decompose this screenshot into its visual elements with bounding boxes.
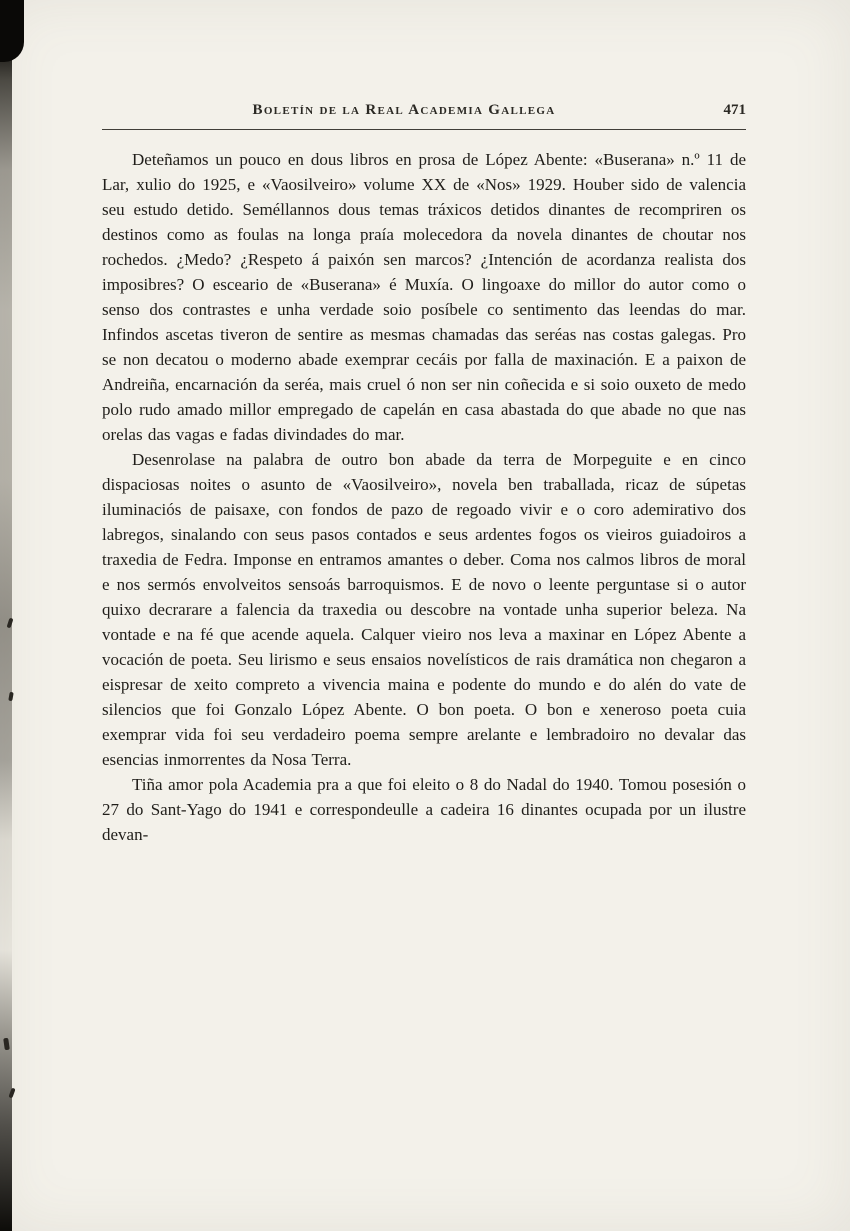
page-number: 471 (723, 102, 746, 118)
article-body (102, 147, 746, 847)
scan-artifact (0, 0, 24, 62)
paragraph-3: Tiña amor pola Academia pra a que foi eleito o 8 do Nadal do 1940. Tomou posesión o 27 do Sant-Yago do 1941 e correspondeulle a cadeira 16 dinantes ocupada por un ilustre devan- (102, 775, 746, 844)
running-header (102, 102, 746, 124)
text-block (102, 102, 746, 847)
paragraph-2: Desenrolase na palabra de outro bon abade da terra de Morpeguite e en cinco dispaciosas noites o asunto de «Vaosilveiro», novela ben traballada, ricaz de súpetas iluminaciós de paisaxe, con fondos de pazo de regoado vivir e o coro ademirativo dos labregos, sinalando con seus pasos contados e seus ardentes fogos os vieiros guiadoiros a traxedia de Fedra. Imponse en entramos amantes o deber. Coma nos calmos libros de moral e nos sermós envolveitos sensoás barroquismos. E de novo o leente perguntase si o autor quixo decrarare a falencia da traxedia ou descobre na vontade unha superior beleza. Na vontade e na fé que acende aquela. Calquer vieiro nos leva a maxinar en López Abente a vocación de poeta. Seu lirismo e seus ensaios novelísticos de rais dramática non chegaron a eispresar de xeito compreto a vivencia maina e podente do mundo e do alén do vate de silencios que foi Gonzalo López Abente. O bon poeta. O bon e xeneroso poeta cuia exemprar vida foi seu verdadeiro poema sempre arelante e lembradoiro no devalar das esencias inmorrentes da Nosa Terra. (102, 450, 746, 769)
header-rule (102, 129, 746, 130)
scan-artifact (8, 692, 14, 702)
paragraph-1: Deteñamos un pouco en dous libros en prosa de López Abente: «Buserana» n.º 11 de Lar, xulio do 1925, e «Vaosilveiro» volume XX de «Nos» 1929. Houber sido de valencia seu estudo detido. Seméllannos dous temas tráxicos detidos dinantes de recompriren os destinos como as foulas na longa praía molecedora da novela dinantes de choutar nos rochedos. ¿Medo? ¿Respeto á paixón sen marcos? ¿Intención de acordanza realista dos imposibres? O esceario de «Buserana» é Muxía. O lingoaxe do millor do autor como o senso dos contrastes e unha verdade soio posíbele co sentimento das leendas do mar. Infindos ascetas tiveron de sentire as mesmas chamadas das seréas nas costas galegas. Pro se non decatou o moderno abade exemprar cecáis por falla de maxinación. E a paixon de Andreiña, encarnación da seréa, mais cruel ó non ser nin coñecida e si soio ouxeto de medo polo rudo amado millor empregado de capelán en casa abastada do que abade no que nas orelas das vagas e fadas divindades do mar. (102, 150, 746, 444)
journal-title: Boletín de la Real Academia Gallega (252, 102, 556, 118)
